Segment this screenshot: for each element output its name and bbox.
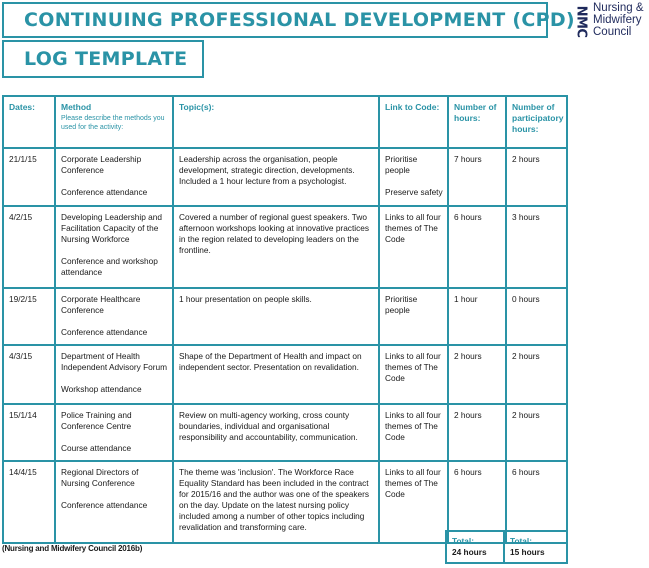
row-link-to-code: Links to all four themes of The Code — [380, 462, 449, 542]
table-row — [4, 405, 566, 462]
row-topics: Shape of the Department of Health and impact on independent sector. Presentation on revalidation. — [174, 346, 380, 403]
table-row — [4, 289, 566, 346]
row-participatory-hours: 2 hours — [512, 351, 540, 361]
row-hours: 2 hours — [449, 405, 507, 460]
row-participatory-hours: 3 hours — [512, 212, 540, 222]
header-hours: Number of hours: — [449, 97, 507, 147]
total-participatory-label: Total: — [510, 536, 532, 546]
row-participatory-hours: 2 hours — [512, 154, 540, 164]
row-method: Corporate Leadership Conference Conference attendance — [56, 149, 174, 205]
row-participatory-hours: 2 hours — [512, 410, 540, 420]
header-topics: Topic(s): — [174, 97, 380, 147]
header-dates: Dates: — [4, 97, 56, 147]
row-method: Department of Health Independent Advisory Forum Workshop attendance — [56, 346, 174, 403]
row-date: 19/2/15 — [4, 289, 56, 344]
total-participatory-box — [503, 530, 568, 564]
total-hours-box — [445, 530, 505, 564]
row-link-to-code: Links to all four themes of The Code — [380, 207, 449, 287]
nmc-logo-text: Nursing & Midwifery Council — [593, 2, 644, 38]
row-link-to-code: Links to all four themes of The Code — [380, 346, 449, 403]
page-title: CONTINUING PROFESSIONAL DEVELOPMENT (CPD) — [2, 2, 548, 38]
row-link-to-code: Links to all four themes of The Code — [380, 405, 449, 460]
table-row — [4, 346, 566, 405]
page-subtitle: LOG TEMPLATE — [2, 40, 204, 78]
header-method-instructions: Please describe the methods you used for the activity: — [61, 115, 165, 131]
nmc-logo-mark: NMC — [573, 5, 589, 37]
row-date: 4/3/15 — [4, 346, 56, 403]
row-date: 4/2/15 — [4, 207, 56, 287]
row-topics: 1 hour presentation on people skills. — [174, 289, 380, 344]
source-citation: (Nursing and Midwifery Council 2016b) — [2, 544, 143, 553]
table-header-row — [4, 97, 566, 149]
row-hours: 1 hour — [449, 289, 507, 344]
row-method: Police Training and Conference Centre Course attendance — [56, 405, 174, 460]
total-hours-label: Total: — [452, 536, 474, 546]
row-topics: Review on multi-agency working, cross county boundaries, individual and organisational responsibility and accountability, communication. — [174, 405, 380, 460]
row-topics: Covered a number of regional guest speakers. Two afternoon workshops looking at innovative practices in the region related to developing leaders on the frontline. — [174, 207, 380, 287]
total-participatory-value: 15 hours — [510, 547, 545, 557]
total-hours-value: 24 hours — [452, 547, 487, 557]
table-row — [4, 149, 566, 207]
row-participatory-hours: 6 hours — [512, 467, 540, 477]
row-method: Corporate Healthcare Conference Conference attendance — [56, 289, 174, 344]
row-method: Regional Directors of Nursing Conference Conference attendance — [56, 462, 174, 542]
cpd-log-table — [2, 95, 568, 544]
row-date: 21/1/15 — [4, 149, 56, 205]
row-topics: The theme was 'inclusion'. The Workforce Race Equality Standard has been included in the contract for 2015/16 and the author was one of the speakers on the day. Update on the latest nursing policy included among a number of other topics including revalidation and transforming care. — [174, 462, 380, 542]
row-method: Developing Leadership and Facilitation Capacity of the Nursing Workforce Conference and workshop attendance — [56, 207, 174, 287]
row-hours: 7 hours — [449, 149, 507, 205]
row-hours: 2 hours — [449, 346, 507, 403]
row-link-to-code: Prioritise people — [380, 289, 449, 344]
row-date: 15/1/14 — [4, 405, 56, 460]
row-hours: 6 hours — [449, 462, 507, 542]
table-row — [4, 207, 566, 289]
header-participatory-hours: Number of participatory hours: — [512, 102, 564, 134]
row-link-to-code: Prioritise people Preserve safety — [380, 149, 449, 205]
row-hours: 6 hours — [449, 207, 507, 287]
nmc-logo — [573, 2, 649, 40]
row-topics: Leadership across the organisation, people development, strategic direction, developments. Included a 1 hour lecture from a psychologist. — [174, 149, 380, 205]
header-method: Method Please describe the methods you used for the activity: — [56, 97, 174, 147]
row-date: 14/4/15 — [4, 462, 56, 542]
row-participatory-hours: 0 hours — [512, 294, 540, 304]
header-link-to-code: Link to Code: — [380, 97, 449, 147]
